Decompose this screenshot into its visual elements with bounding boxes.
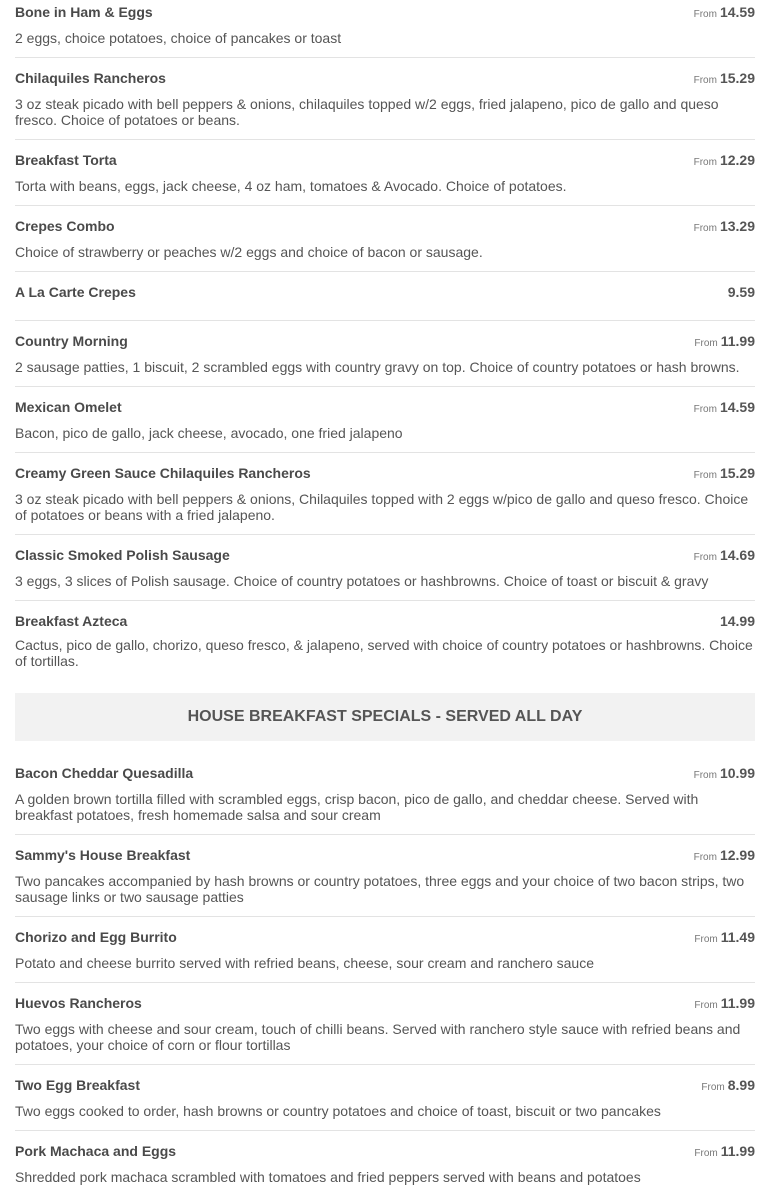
menu-item-price: 13.29: [719, 218, 755, 234]
menu-item-name: Crepes Combo: [15, 218, 115, 234]
menu-item-name: A La Carte Crepes: [15, 284, 136, 300]
menu-item-price: 11.99: [720, 333, 755, 349]
menu-item-name: Classic Smoked Polish Sausage: [15, 547, 230, 563]
menu-item-name: Breakfast Torta: [15, 152, 117, 168]
menu-item[interactable]: [15, 0, 755, 58]
menu-item[interactable]: [15, 917, 755, 983]
menu-item-description: A golden brown tortilla filled with scrambled eggs, crisp bacon, pico de gallo, and cheddar cheese. Served with breakfast potatoes, fresh homemade salsa and sour cream: [15, 791, 699, 823]
menu-item[interactable]: [15, 601, 755, 693]
menu-item[interactable]: [15, 206, 755, 272]
menu-item[interactable]: [15, 1065, 755, 1131]
menu-item-description: Potato and cheese burrito served with refried beans, cheese, sour cream and ranchero sauce: [15, 955, 594, 971]
menu-item-price: 12.29: [719, 152, 755, 168]
menu-item[interactable]: [15, 835, 755, 917]
menu-item-header: [15, 218, 755, 237]
menu-item-price: 12.99: [719, 847, 755, 863]
menu-item-from-label: From: [693, 75, 717, 86]
menu-item-header: [15, 70, 755, 89]
menu-item-description: Two eggs cooked to order, hash browns or country potatoes and choice of toast, biscuit or two pancakes: [15, 1103, 661, 1119]
menu-item-price-wrap: [694, 218, 755, 237]
menu-item-price: 11.99: [720, 1143, 755, 1159]
menu-item-from-label: From: [693, 404, 717, 415]
menu-item-price-wrap: [694, 995, 755, 1014]
menu-item[interactable]: [15, 1131, 755, 1196]
menu-list: [15, 0, 755, 1196]
menu-item-price: 10.99: [719, 765, 755, 781]
menu-item-description: Shredded pork machaca scrambled with tomatoes and fried peppers served with beans and potatoes: [15, 1169, 641, 1185]
menu-item-header: [15, 1143, 755, 1162]
menu-item-price-wrap: [694, 4, 755, 23]
house-specials-items: [15, 741, 755, 1196]
menu-item[interactable]: [15, 387, 755, 453]
menu-item[interactable]: [15, 272, 755, 321]
menu-item-price-wrap: [694, 333, 755, 352]
menu-item-price: 14.69: [719, 547, 755, 563]
menu-item-price: 8.99: [727, 1077, 755, 1093]
menu-item-from-label: From: [694, 1148, 718, 1159]
menu-item-description: Choice of strawberry or peaches w/2 eggs and choice of bacon or sausage.: [15, 244, 483, 260]
menu-item-price: 14.59: [719, 4, 755, 20]
menu-item-from-label: From: [693, 157, 717, 168]
menu-item-header: [15, 995, 755, 1014]
menu-item-from-label: From: [694, 1000, 718, 1011]
menu-item-price-wrap: [694, 847, 755, 866]
menu-item-header: [15, 152, 755, 171]
menu-item-from-label: From: [693, 770, 717, 781]
menu-item-name: Bone in Ham & Eggs: [15, 4, 153, 20]
menu-item-header: [15, 4, 755, 23]
menu-item[interactable]: [15, 535, 755, 601]
menu-item-price-wrap: [694, 765, 755, 784]
menu-item-price: 14.99: [719, 613, 755, 629]
menu-item-price-wrap: [694, 465, 755, 484]
menu-item[interactable]: [15, 321, 755, 387]
menu-item-description: 2 eggs, choice potatoes, choice of pancakes or toast: [15, 30, 342, 46]
menu-item-from-label: From: [693, 552, 717, 563]
menu-item-price-wrap: [694, 1143, 755, 1162]
breakfast-items: [15, 0, 755, 693]
menu-item-from-label: From: [693, 852, 717, 863]
menu-item-price-wrap: [694, 547, 755, 566]
menu-item-from-label: From: [694, 934, 718, 945]
menu-item-name: Chorizo and Egg Burrito: [15, 929, 177, 945]
menu-item-from-label: From: [693, 223, 717, 234]
menu-item-header: [15, 465, 755, 484]
menu-item[interactable]: [15, 58, 755, 140]
menu-item-from-label: From: [701, 1082, 725, 1093]
menu-item-name: Breakfast Azteca: [15, 613, 128, 629]
menu-item-price: 11.49: [720, 929, 755, 945]
menu-item-price-wrap: [694, 152, 755, 171]
menu-item-price-wrap: [694, 70, 755, 89]
menu-item-price: 11.99: [720, 995, 755, 1011]
menu-item[interactable]: [15, 741, 755, 835]
menu-item-description: 3 oz steak picado with bell peppers & onions, Chilaquiles topped with 2 eggs w/pico de gallo and queso fresco. Choice of potatoes or beans with a fried jalapeno.: [15, 491, 749, 523]
menu-item-from-label: From: [693, 470, 717, 481]
menu-item-description: Two eggs with cheese and sour cream, touch of chilli beans. Served with ranchero style sauce with refried beans and potatoes, your choice of corn or flour tortillas: [15, 1021, 741, 1053]
menu-item-price-wrap: [694, 399, 755, 418]
menu-item-name: Country Morning: [15, 333, 128, 349]
menu-item-header: [15, 847, 755, 866]
menu-item-header: [15, 613, 755, 630]
menu-item-name: Sammy's House Breakfast: [15, 847, 191, 863]
menu-item-price: 15.29: [719, 70, 755, 86]
menu-item-description: Bacon, pico de gallo, jack cheese, avocado, one fried jalapeno: [15, 425, 403, 441]
menu-item-name: Two Egg Breakfast: [15, 1077, 140, 1093]
menu-item-header: [15, 1077, 755, 1096]
menu-item-header: [15, 399, 755, 418]
menu-item-description: 3 oz steak picado with bell peppers & onions, chilaquiles topped w/2 eggs, fried jalapeno, pico de gallo and queso fresco. Choice of potatoes or beans.: [15, 96, 719, 128]
menu-item-description: 3 eggs, 3 slices of Polish sausage. Choice of country potatoes or hashbrowns. Choice of toast or biscuit & gravy: [15, 573, 709, 589]
menu-item-header: [15, 765, 755, 784]
menu-item-price-wrap: [701, 1077, 755, 1096]
menu-item-price: 14.59: [719, 399, 755, 415]
menu-item[interactable]: [15, 983, 755, 1065]
menu-item-name: Mexican Omelet: [15, 399, 122, 415]
menu-item-from-label: From: [694, 338, 718, 349]
menu-item-from-label: From: [693, 9, 717, 20]
menu-item-name: Bacon Cheddar Quesadilla: [15, 765, 194, 781]
section-header: HOUSE BREAKFAST SPECIALS - SERVED ALL DAY: [15, 693, 755, 741]
menu-item-price-wrap: [728, 284, 755, 301]
menu-item-header: [15, 284, 755, 301]
menu-item-header: [15, 547, 755, 566]
menu-item-name: Huevos Rancheros: [15, 995, 142, 1011]
menu-item[interactable]: [15, 453, 755, 535]
menu-item-price-wrap: [694, 929, 755, 948]
menu-item-name: Chilaquiles Rancheros: [15, 70, 166, 86]
menu-item-description: Two pancakes accompanied by hash browns or country potatoes, three eggs and your choice of two bacon strips, two sausage links or two sausage patties: [15, 873, 745, 905]
menu-item[interactable]: [15, 140, 755, 206]
menu-item-header: [15, 929, 755, 948]
menu-item-name: Pork Machaca and Eggs: [15, 1143, 177, 1159]
menu-item-price: 9.59: [727, 284, 755, 300]
menu-item-header: [15, 333, 755, 352]
menu-item-price-wrap: [720, 613, 755, 630]
menu-item-description: Cactus, pico de gallo, chorizo, queso fresco, & jalapeno, served with choice of country potatoes or hashbrowns. Choice of tortillas.: [15, 637, 753, 669]
menu-item-name: Creamy Green Sauce Chilaquiles Rancheros: [15, 465, 311, 481]
menu-item-description: 2 sausage patties, 1 biscuit, 2 scrambled eggs with country gravy on top. Choice of country potatoes or hash browns.: [15, 359, 740, 375]
menu-item-price: 15.29: [719, 465, 755, 481]
menu-item-description: Torta with beans, eggs, jack cheese, 4 oz ham, tomatoes & Avocado. Choice of potatoes.: [15, 178, 567, 194]
